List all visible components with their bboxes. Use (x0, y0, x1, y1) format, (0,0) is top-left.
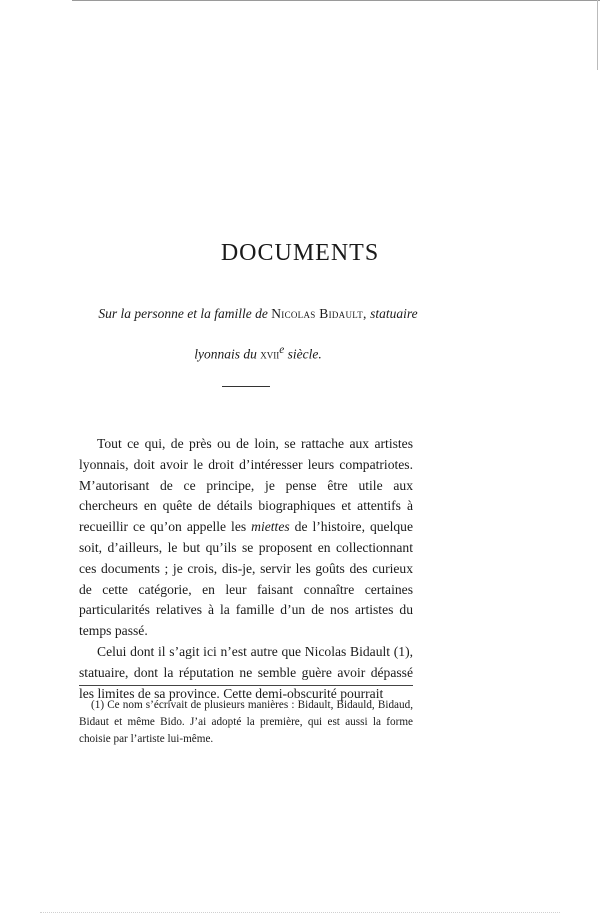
subtitle-name: Nicolas Bidault, (271, 306, 367, 321)
subtitle-text: Sur la personne et la famille de (98, 306, 272, 321)
subtitle-text-3: lyonnais du (194, 346, 261, 362)
paragraph-text: Tout ce qui, de près ou de loin, se rattache aux artistes lyonnais, doit avoir le droit d’intéresser leurs compatriotes. M’autorisant de ce principe, je pense être utile aux chercheurs en quête de détails biographiques et attentifs à recueillir ce qu’on appelle les (79, 436, 413, 535)
subtitle-text-2: statuaire (366, 306, 418, 321)
page-right-edge (597, 0, 598, 70)
paragraph (79, 434, 413, 642)
scan-artifact (40, 912, 560, 913)
footnote-text: (1) Ce nom s’écrivait de plusieurs manières : Bidault, Bidauld, Bidaud, Bidaut et même Bido. J’ai adopté la première, qui est aussi la forme choisie par l’artiste lui-même. (79, 699, 413, 745)
page-top-edge (72, 0, 600, 1)
document-subtitle (78, 296, 438, 373)
subtitle-line-2 (78, 332, 438, 373)
section-divider (222, 386, 270, 387)
footnote (79, 697, 413, 748)
paragraph-text: de l’histoire, quelque soit, d’ailleurs, le but qu’ils se proposent en collectionnant ces documents ; je crois, dis-je, servir les goûts des curieux de cette catégorie, en leur faisant connaître certaines particularités relatives à la famille d’un de nos artistes du temps passé. (79, 519, 413, 639)
subtitle-superscript: e (279, 344, 285, 356)
paragraph (79, 642, 413, 704)
subtitle-line-1 (78, 296, 438, 332)
footnote-divider (79, 685, 413, 686)
paragraph-emphasis: miettes (251, 519, 290, 535)
page-title: DOCUMENTS (220, 240, 380, 267)
subtitle-text-4: siècle. (284, 346, 322, 362)
subtitle-century: xvii (260, 346, 280, 362)
paragraph-text: Celui dont il s’agit ici n’est autre que Nicolas Bidault (1), statuaire, dont la réputation ne semble guère avoir dépassé les limites de sa province. Cette demi-obscurité pourrait (79, 643, 413, 701)
body-text (79, 434, 413, 704)
